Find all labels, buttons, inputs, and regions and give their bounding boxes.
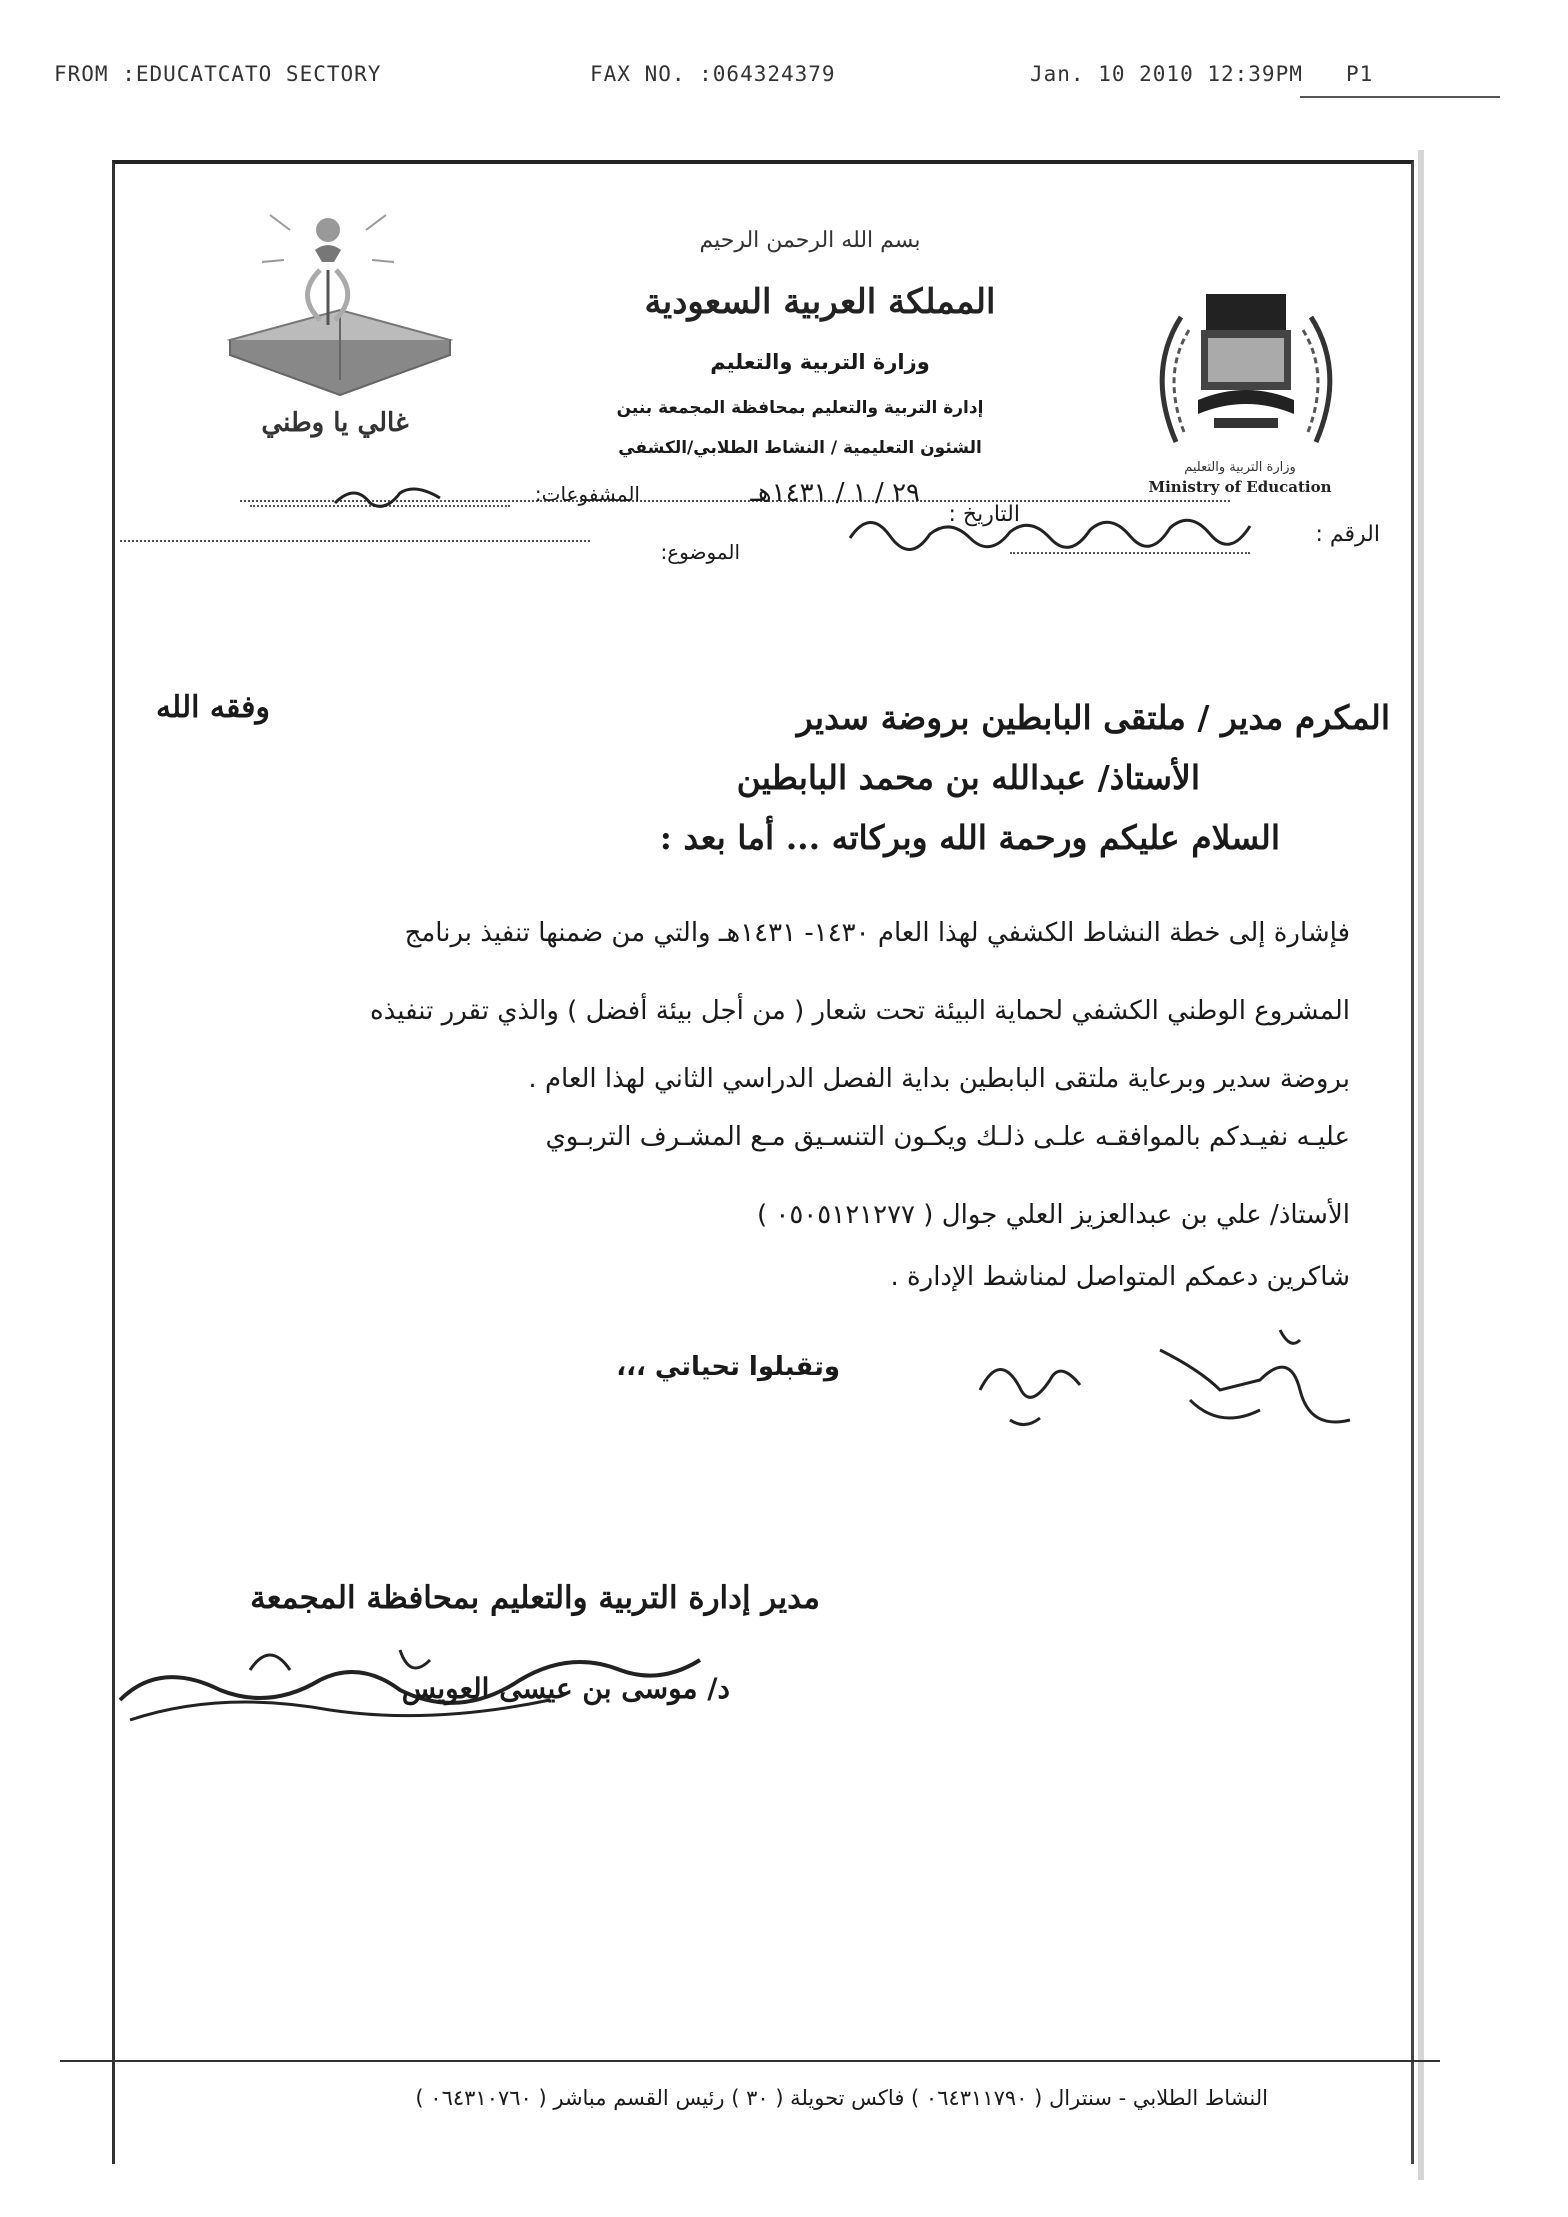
affairs-title: الشئون التعليمية / النشاط الطلابي/الكشفي (618, 438, 982, 458)
fax-underline (1300, 96, 1500, 98)
logo-slogan: غالي يا وطني (261, 408, 409, 438)
handwritten-note (960, 1310, 1380, 1470)
body-line-1: فإشارة إلى خطة النشاط الكشفي لهذا العام ١٤٣٠- ١٤٣١هـ والتي من ضمنها تنفيذ برنامج (404, 918, 1350, 948)
footer-contacts: النشاط الطلابي - سنترال ( ٠٦٤٣١١٧٩٠ ) فاكس تحويلة ( ٣٠ ) رئيس القسم مباشر ( ٠٦٤٣١٠٧٦٠ ) (415, 2086, 1268, 2110)
logo-ministry-ar: وزارة التربية والتعليم (1184, 460, 1296, 475)
kingdom-title: المملكة العربية السعودية (644, 282, 996, 322)
closing-line: وتقبلوا تحياتي ،،، (616, 1352, 840, 1382)
handwritten-ref-number (840, 498, 1260, 558)
fax-number: FAX NO. :064324379 (590, 62, 836, 86)
addressee-line: المكرم مدير / ملتقى البابطين بروضة سدير (796, 698, 1390, 737)
addressee-name: الأستاذ/ عبدالله بن محمد البابطين (736, 758, 1200, 797)
signatory-title: مدير إدارة التربية والتعليم بمحافظة المجمعة (250, 1580, 820, 1616)
subject-field (120, 540, 590, 542)
ministry-title: وزارة التربية والتعليم (710, 350, 930, 374)
body-line-2: المشروع الوطني الكشفي لحماية البيئة تحت شعار ( من أجل بيئة أفضل ) والذي تقرر تنفيذه (370, 996, 1350, 1026)
ref-date-value: ٢٩ / ١ / ١٤٣١هـ (750, 478, 920, 508)
fax-date: Jan. 10 2010 12:39PM (1030, 62, 1303, 86)
fax-header (0, 62, 1568, 92)
body-line-6: شاكرين دعمكم المتواصل لمناشط الإدارة . (890, 1262, 1350, 1292)
body-line-3: بروضة سدير وبرعاية ملتقى البابطين بداية الفصل الدراسي الثاني لهذا العام . (528, 1064, 1350, 1094)
bismillah: بسم الله الرحمن الرحيم (699, 228, 921, 253)
ref-number-label: الرقم : (1315, 522, 1380, 547)
logo-ministry-en: Ministry of Education (1148, 478, 1332, 496)
handwritten-attachments (330, 478, 450, 518)
greeting-line: السلام عليكم ورحمة الله وبركاته ... أما بعد : (659, 818, 1280, 857)
signatory-name: د/ موسى بن عيسى العويس (401, 1672, 730, 1705)
department-title: إدارة التربية والتعليم بمحافظة المجمعة بنين (616, 398, 984, 418)
ministry-logo-icon (1136, 272, 1356, 472)
fax-page: P1 (1346, 62, 1374, 86)
frame-edge (1418, 150, 1424, 2180)
attachments-label: المشفوعات: (534, 482, 640, 506)
addressee-blessing: وفقه الله (155, 690, 270, 725)
body-line-5: الأستاذ/ علي بن عبدالعزيز العلي جوال ( ٠٥٠٥١٢١٢٧٧ ) (756, 1200, 1350, 1230)
fax-from: FROM :EDUCATCATO SECTORY (54, 62, 382, 86)
body-line-4: عليـه نفيـدكم بالموافقـه علـى ذلـك ويكـون التنسـيق مـع المشـرف التربـوي (545, 1122, 1350, 1152)
footer-divider (60, 2060, 1440, 2062)
subject-label: الموضوع: (660, 540, 740, 564)
ref-date-label: التاريخ : (948, 502, 1020, 527)
